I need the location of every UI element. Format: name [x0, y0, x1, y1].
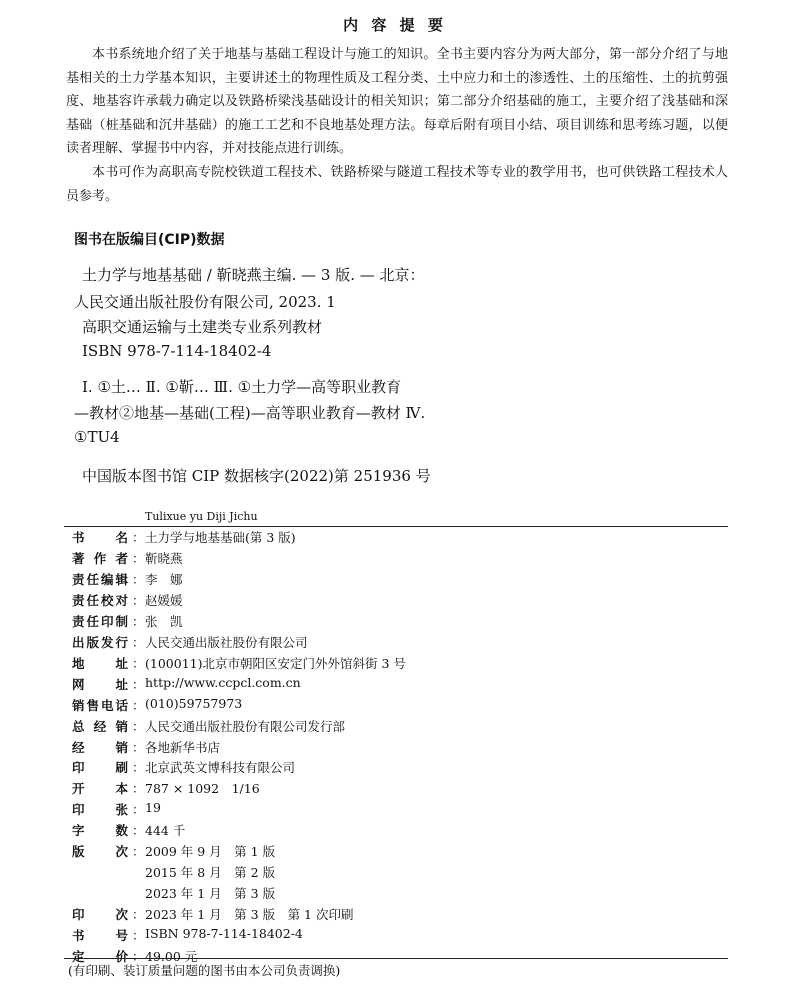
colophon-label: 开本: [72, 781, 128, 797]
colophon-value: 靳晓燕: [145, 550, 183, 566]
colophon-value: 2023 年 1 月 第 3 版 第 1 次印刷: [145, 907, 354, 923]
summary-title: 内 容 提 要: [343, 16, 447, 34]
colophon-row: [72, 675, 722, 695]
colophon-value: ISBN 978-7-114-18402-4: [145, 926, 303, 942]
colophon-value: http://www.ccpcl.com.cn: [145, 674, 301, 690]
cip-line-6: —教材②地基—基础(工程)—高等职业教育—教材 Ⅳ.: [74, 404, 426, 422]
colophon-value: 2015 年 8 月 第 2 版: [145, 865, 276, 881]
bottom-rule: [64, 958, 728, 959]
colophon-colon: ：: [132, 949, 145, 964]
colophon-label: 书号: [72, 928, 128, 944]
colophon-colon: ：: [132, 530, 145, 545]
colophon-row: [72, 717, 722, 737]
colophon-label: 著作者: [72, 550, 128, 566]
colophon-colon: ：: [132, 718, 145, 734]
colophon-row: [72, 779, 722, 799]
colophon-colon: ：: [132, 571, 145, 587]
colophon-value: 2023 年 1 月 第 3 版: [145, 886, 276, 902]
colophon-label: 印张: [72, 802, 128, 818]
colophon-label: 定价: [72, 949, 128, 964]
colophon-colon: ：: [132, 655, 145, 671]
colophon-label: 责任校对: [72, 592, 128, 608]
colophon-row: [72, 884, 722, 904]
colophon-label: 地址: [72, 655, 128, 671]
colophon-label: 责任编辑: [72, 571, 128, 587]
cip-line-8: 中国版本图书馆 CIP 数据核字(2022)第 251936 号: [82, 467, 431, 485]
cip-line-5: Ⅰ. ①土… Ⅱ. ①靳… Ⅲ. ①土力学—高等职业教育: [82, 378, 402, 396]
colophon-value: 人民交通出版社股份有限公司发行部: [145, 718, 346, 734]
colophon-label: 经销: [72, 739, 128, 755]
colophon-value: 49.00 元: [145, 949, 198, 964]
colophon-colon: ：: [132, 739, 145, 755]
colophon-label: 销售电话: [72, 697, 128, 713]
colophon-row: [72, 591, 722, 611]
summary-paragraph-2: 本书可作为高职高专院校铁道工程技术、铁路桥梁与隧道工程技术等专业的教学用书，也可供铁路工程技术人员参考。: [66, 165, 728, 204]
colophon-value: (100011)北京市朝阳区安定门外外馆斜街 3 号: [145, 655, 406, 671]
colophon-label: 出版发行: [72, 634, 128, 650]
colophon-colon: ：: [132, 592, 145, 608]
colophon-value: 19: [145, 800, 161, 816]
colophon-value: 李 娜: [145, 571, 183, 587]
colophon-value: 各地新华书店: [145, 739, 221, 755]
colophon-label: 版次: [72, 844, 128, 860]
colophon-row: [72, 842, 722, 862]
colophon-label: 印次: [72, 907, 128, 923]
colophon-row: [72, 696, 722, 716]
colophon-colon: ：: [132, 907, 145, 923]
colophon-label: 书名: [72, 530, 128, 545]
colophon-row: [72, 612, 722, 632]
cip-line-4: ISBN 978-7-114-18402-4: [82, 342, 272, 360]
colophon-value: 2009 年 9 月 第 1 版: [145, 844, 276, 860]
colophon-row: [72, 863, 722, 883]
quality-note: (有印刷、装订质量问题的图书由本公司负责调换): [68, 963, 341, 978]
colophon-value: 张 凯: [145, 613, 183, 629]
colophon-value: 土力学与地基基础(第 3 版): [145, 530, 296, 545]
colophon-value: 北京武英文博科技有限公司: [145, 760, 296, 776]
colophon-label: 责任印制: [72, 613, 128, 629]
colophon-label: 印刷: [72, 760, 128, 776]
colophon-value: (010)59757973: [145, 695, 243, 711]
colophon-row: [72, 528, 722, 548]
colophon-colon: ：: [132, 550, 145, 566]
cip-line-7: ①TU4: [74, 428, 120, 446]
colophon-row: [72, 570, 722, 590]
colophon-colon: ：: [132, 634, 145, 650]
colophon-colon: ：: [132, 802, 145, 818]
colophon-row: [72, 549, 722, 569]
pinyin-title: Tulixue yu Diji Jichu: [145, 510, 258, 523]
colophon-row: [72, 926, 722, 946]
colophon-value: 787 × 1092 1/16: [145, 781, 260, 797]
summary-paragraph-1: 本书系统地介绍了关于地基与基础工程设计与施工的知识。全书主要内容分为两大部分，第一部分介绍了与地基相关的土力学基本知识，主要讲述土的物理性质及工程分类、土中应力和土的渗透性、土的压缩性、土的抗剪强度、地基容许承载力确定以及铁路桥梁浅基础设计的相关知识；第二部分介绍基础的施工，主要介绍了浅基础和深基础（桩基础和沉井基础）的施工工艺和不良地基处理方法。每章后附有项目小结、项目训练和思考练习题，以便读者理解、掌握书中内容，并对技能点进行训练。: [66, 47, 728, 156]
colophon-row: [72, 633, 722, 653]
colophon-row: [72, 800, 722, 820]
colophon-label: 字数: [72, 823, 128, 839]
colophon-value: 赵媛媛: [145, 592, 183, 608]
cip-line-3: 高职交通运输与土建类专业系列教材: [82, 318, 323, 336]
colophon-row: [72, 738, 722, 758]
cip-line-2: 人民交通出版社股份有限公司, 2023. 1: [74, 293, 336, 311]
colophon-colon: ：: [132, 760, 145, 776]
colophon-colon: ：: [132, 697, 145, 713]
colophon-label: 网址: [72, 676, 128, 692]
colophon-value: 444 千: [145, 823, 186, 839]
colophon-row: [72, 821, 722, 841]
colophon-label: 总经销: [72, 718, 128, 734]
colophon-value: 人民交通出版社股份有限公司: [145, 634, 308, 650]
colophon-colon: ：: [132, 676, 145, 692]
colophon-colon: ：: [132, 613, 145, 629]
cip-line-1: 土力学与地基基础 / 靳晓燕主编. — 3 版. — 北京：: [82, 266, 425, 284]
colophon-colon: ：: [132, 844, 145, 860]
colophon-row: [72, 905, 722, 925]
top-rule: [64, 526, 728, 527]
colophon-row: [72, 758, 722, 778]
colophon-colon: ：: [132, 928, 145, 944]
colophon-colon: ：: [132, 823, 145, 839]
colophon-row: [72, 654, 722, 674]
cip-title: 图书在版编目(CIP)数据: [74, 232, 225, 248]
colophon-colon: ：: [132, 781, 145, 797]
